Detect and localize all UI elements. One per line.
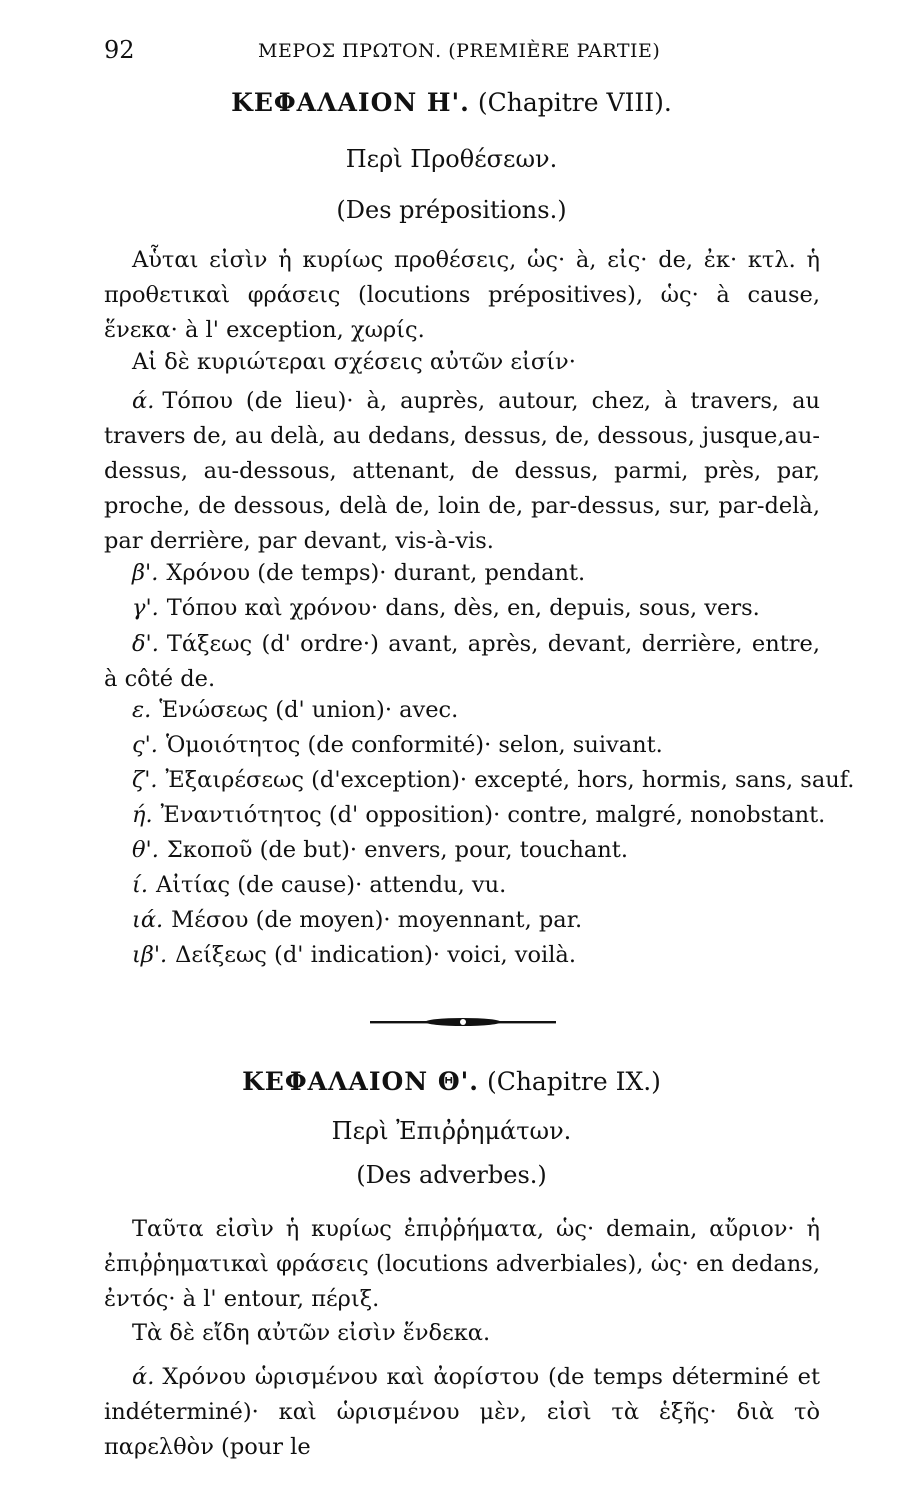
list-item (104, 1360, 820, 1465)
item-letter: θ'. (132, 837, 159, 863)
item-text: Χρόνου (de temps)· durant, pendant. (166, 560, 586, 586)
item-text: Τόπου καὶ χρόνου· dans, dès, en, depuis, sous, vers. (166, 595, 760, 621)
chapter-8-subtitle-french: (Des prépositions.) (336, 196, 567, 224)
chapter-9-heading-french: (Chapitre IX.) (486, 1067, 661, 1096)
item-text: Δείξεως (d' indication)· voici, voilà. (175, 942, 576, 968)
page-number: 92 (104, 36, 135, 64)
chapter-9-lead: Τὰ δὲ εἴδη αὐτῶν εἰσὶν ἕνδεκα. (132, 1320, 491, 1346)
chapter-8-intro: Αὗται εἰσὶν ἡ κυρίως προθέσεις, ὡς· à, εἰς· de, ἐκ· κτλ. ἡ προθετικαὶ φράσεις (locutions prépositives), ὡς· à cause, ἕνεκα· à l' exception, χωρίς. (104, 247, 820, 343)
list-item (132, 767, 854, 793)
item-text: Χρόνου ὡρισμένου καὶ ἀορίστου (de temps déterminé et indéterminé)· καὶ ὡρισμένου μὲν, εἰσὶ τὰ ἑξῆς· διὰ τὸ παρελθὸν (pour le (104, 1364, 820, 1460)
chapter-8-heading (0, 88, 903, 117)
item-text: Αἰτίας (de cause)· attendu, vu. (155, 872, 507, 898)
list-item (132, 907, 582, 933)
chapter-9-intro: Ταῦτα εἰσὶν ἡ κυρίως ἐπιῤῥήματα, ὡς· demain, αὔριον· ἡ ἐπιῤῥηματικαὶ φράσεις (locutions adverbiales), ὡς· en dedans, ἐντός· à l' entour, πέριξ. (104, 1216, 820, 1312)
list-item (132, 697, 458, 723)
item-letter: γ'. (132, 595, 159, 621)
list-item (104, 627, 820, 697)
item-letter: ζ'. (132, 767, 158, 793)
list-item (132, 837, 628, 863)
item-letter: ά. (132, 388, 155, 414)
list-item (132, 942, 576, 968)
chapter-8-heading-french: (Chapitre VIII). (477, 88, 672, 117)
item-letter: ιβ'. (132, 942, 168, 968)
item-letter: ιά. (132, 907, 164, 933)
list-item (132, 560, 585, 586)
chapter-9-heading (0, 1067, 903, 1096)
running-title: ΜΕΡΟΣ ΠΡΩΤΟΝ. (PREMIÈRE PARTIE) (258, 40, 661, 62)
list-item (132, 732, 663, 758)
list-item (132, 595, 760, 621)
item-letter: ά. (132, 1364, 155, 1390)
item-text: Τάξεως (d' ordre·) avant, après, devant, derrière, entre, à côté de. (104, 631, 820, 692)
list-item (132, 802, 825, 828)
item-text: Ἑνώσεως (d' union)· avec. (159, 697, 459, 723)
chapter-8-lead: Αἱ δὲ κυριώτεραι σχέσεις αὐτῶν εἰσίν· (132, 349, 576, 375)
item-letter: δ'. (132, 631, 159, 657)
item-text: Μέσου (de moyen)· moyennant, par. (171, 907, 583, 933)
chapter-8-subtitle-greek: Περὶ Προθέσεων. (345, 145, 558, 173)
list-item (132, 872, 506, 898)
item-text: Σκοποῦ (de but)· envers, pour, touchant. (166, 837, 628, 863)
item-letter: ε. (132, 697, 152, 723)
item-letter: β'. (132, 560, 159, 586)
item-letter: ί. (132, 872, 148, 898)
item-letter: ς'. (132, 732, 158, 758)
chapter-9-subtitle-greek: Περὶ Ἐπιῤῥημάτων. (331, 1117, 572, 1145)
chapter-9-heading-greek: ΚΕΦΑΛΑΙΟΝ Θ'. (242, 1067, 479, 1096)
chapter-8-heading-greek: ΚΕΦΑΛΑΙΟΝ Η'. (231, 88, 470, 117)
item-text: Τόπου (de lieu)· à, auprès, autour, chez, à travers, au travers de, au delà, au dedans, dessus, de, dessous, jusque,au-dessus, au-dessous, attenant, de dessus, parmi, près, par, proche, de dessous, delà de, loin de, par-dessus, sur, par-delà, par derrière, par devant, vis-à-vis. (104, 388, 820, 554)
ornamental-divider (370, 1016, 556, 1028)
item-letter: ή. (132, 802, 153, 828)
item-text: Ἐναντιότητος (d' opposition)· contre, malgré, nonobstant. (160, 802, 826, 828)
item-text: Ἐξαιρέσεως (d'exception)· excepté, hors, hormis, sans, sauf. (165, 767, 855, 793)
list-item (104, 384, 820, 559)
item-text: Ὁμοιότητος (de conformité)· selon, suivant. (165, 732, 663, 758)
chapter-9-subtitle-french: (Des adverbes.) (356, 1161, 547, 1189)
